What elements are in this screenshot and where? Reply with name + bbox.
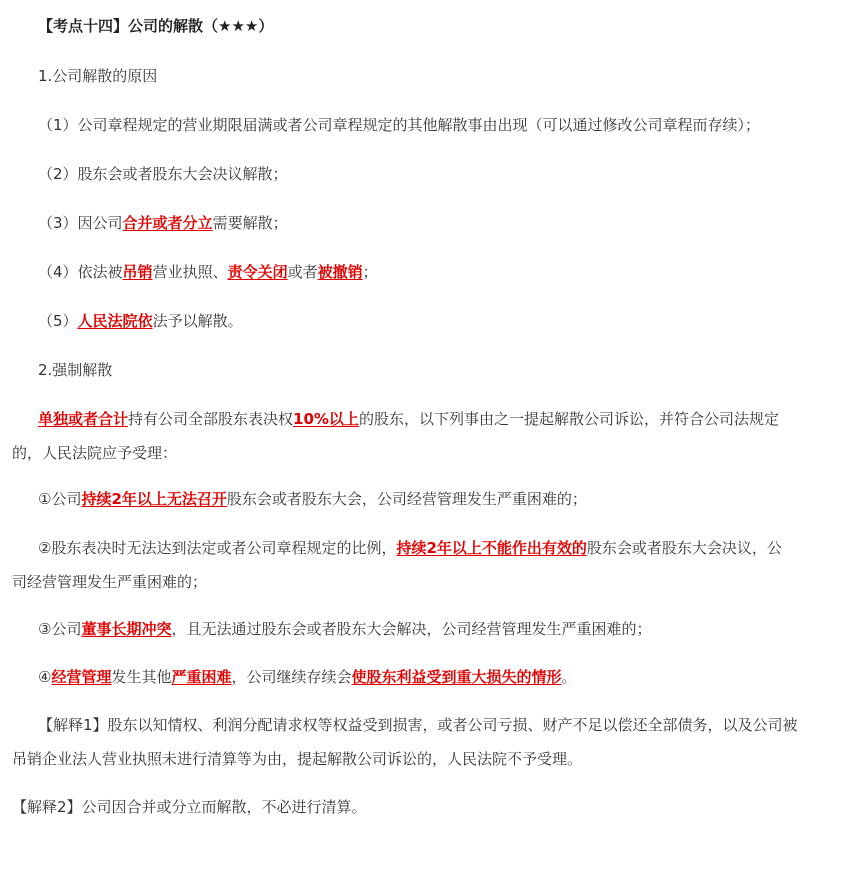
forced-item-1 — [38, 489, 858, 509]
note-1-line-1 — [38, 715, 858, 735]
section-heading-forced: 2.强制解散 — [38, 361, 113, 379]
note-1-line-2 — [12, 749, 858, 769]
item-text: 。 — [561, 668, 577, 686]
item-text: 股东会或者股东大会，公司经营管理发生严重困难的； — [226, 490, 587, 508]
highlight-text: 持续2年以上无法召开 — [81, 490, 227, 508]
item-text: ①公司 — [38, 490, 82, 508]
item-text: ③公司 — [38, 620, 82, 638]
section-heading-reasons: 1.公司解散的原因 — [38, 67, 158, 85]
item-text: ，公司继续存续会 — [231, 668, 352, 686]
highlight-text: 吊销 — [122, 263, 153, 281]
highlight-text: 持续2年以上不能作出有效的 — [396, 539, 587, 557]
reason-item-5 — [38, 311, 858, 331]
highlight-text: 合并或者分立 — [122, 214, 213, 232]
item-text: ④ — [38, 668, 52, 686]
note-text: 吊销企业法人营业执照未进行清算等为由，提起解散公司诉讼的，人民法院不予受理。 — [12, 750, 583, 768]
note-2 — [12, 797, 858, 817]
item-text: 发生其他 — [111, 668, 172, 686]
reason-text: 或者 — [287, 263, 318, 281]
highlight-text: 人民法院依 — [77, 312, 153, 330]
item-text: ②股东表决时无法达到法定或者公司章程规定的比例， — [38, 539, 397, 557]
reason-item-4 — [38, 262, 858, 282]
reason-text: （1）公司章程规定的营业期限届满或者公司章程规定的其他解散事由出现（可以通过修改公司章程而存续）； — [38, 116, 761, 134]
note-text: 【解释1】股东以知情权、利润分配请求权等权益受到损害，或者公司亏损、财产不足以偿还全部债务，以及公司被 — [38, 716, 798, 734]
intro-text: 持有公司全部股东表决权 — [128, 410, 294, 428]
highlight-text: 董事长期冲突 — [81, 620, 172, 638]
reason-text: 营业执照、 — [152, 263, 228, 281]
reason-text: （4）依法被 — [38, 263, 123, 281]
reason-item-1 — [38, 115, 858, 135]
highlight-text: 使股东利益受到重大损失的情形 — [351, 668, 562, 686]
reason-text: ； — [362, 263, 378, 281]
reason-text: 需要解散； — [212, 214, 288, 232]
forced-item-4 — [38, 667, 858, 687]
title-text: 【考点十四】公司的解散（★★★） — [38, 17, 274, 35]
note-text: 【解释2】公司因合并或分立而解散，不必进行清算。 — [12, 798, 367, 816]
reason-text: 法予以解散。 — [152, 312, 243, 330]
item-text: 股东会或者股东大会决议，公 — [586, 539, 782, 557]
highlight-text: 责令关闭 — [227, 263, 288, 281]
item-text: 司经营管理发生严重困难的； — [12, 573, 208, 591]
forced-item-2-line-2 — [12, 572, 858, 592]
reason-text: （3）因公司 — [38, 214, 123, 232]
highlight-text: 严重困难 — [171, 668, 232, 686]
reason-text: （2）股东会或者股东大会决议解散； — [38, 165, 288, 183]
page-title — [38, 16, 858, 36]
highlight-text: 经营管理 — [51, 668, 112, 686]
highlight-text: 被撤销 — [317, 263, 363, 281]
highlight-text: 10%以上 — [293, 410, 359, 428]
intro-text: 的，人民法院应予受理： — [12, 444, 178, 462]
intro-text: 的股东，以下列事由之一提起解散公司诉讼，并符合公司法规定 — [358, 410, 779, 428]
forced-item-2-line-1 — [38, 538, 858, 558]
item-text: ，且无法通过股东会或者股东大会解决，公司经营管理发生严重困难的； — [171, 620, 652, 638]
reason-item-2 — [38, 164, 858, 184]
highlight-text: 单独或者合计 — [38, 410, 129, 428]
reason-item-3 — [38, 213, 858, 233]
forced-intro-line-1 — [38, 409, 858, 429]
forced-intro-line-2 — [12, 443, 858, 463]
reason-text: （5） — [38, 312, 78, 330]
forced-item-3 — [38, 619, 858, 639]
